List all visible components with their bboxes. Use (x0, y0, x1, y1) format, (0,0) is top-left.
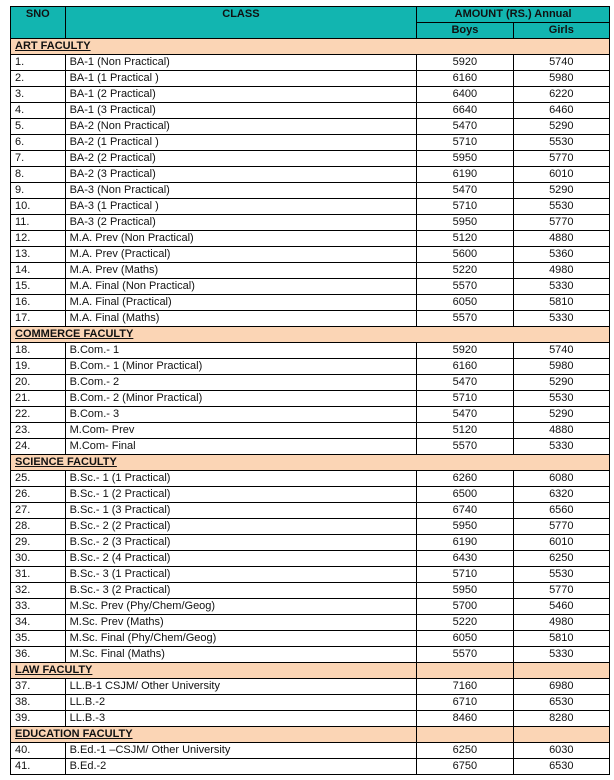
sno-cell: 18. (11, 343, 66, 359)
section-row (11, 727, 610, 743)
class-cell: BA-2 (3 Practical) (65, 167, 417, 183)
class-cell: BA-3 (1 Practical ) (65, 199, 417, 215)
girls-amount: 6010 (513, 535, 609, 551)
girls-amount: 5770 (513, 215, 609, 231)
sno-cell: 34. (11, 615, 66, 631)
girls-amount: 6530 (513, 695, 609, 711)
table-row (11, 247, 610, 263)
girls-amount: 5460 (513, 599, 609, 615)
boys-amount: 6740 (417, 503, 513, 519)
sno-cell: 6. (11, 135, 66, 151)
boys-amount: 6640 (417, 103, 513, 119)
header-boys: Boys (417, 23, 513, 39)
sno-cell: 10. (11, 199, 66, 215)
girls-amount: 5330 (513, 311, 609, 327)
boys-amount: 5570 (417, 439, 513, 455)
class-cell: BA-3 (Non Practical) (65, 183, 417, 199)
sno-cell: 16. (11, 295, 66, 311)
table-row (11, 759, 610, 775)
table-row (11, 711, 610, 727)
girls-amount: 4980 (513, 615, 609, 631)
table-row (11, 183, 610, 199)
sno-cell: 22. (11, 407, 66, 423)
class-cell: B.Com.- 1 (65, 343, 417, 359)
class-cell: B.Ed.-2 (65, 759, 417, 775)
boys-amount: 6190 (417, 167, 513, 183)
class-cell: LL.B-1 CSJM/ Other University (65, 679, 417, 695)
sno-cell: 36. (11, 647, 66, 663)
empty-cell (513, 727, 609, 743)
header-sno: SNO (11, 7, 66, 39)
class-cell: B.Sc.- 2 (4 Practical) (65, 551, 417, 567)
empty-cell (417, 663, 513, 679)
girls-amount: 6080 (513, 471, 609, 487)
sno-cell: 24. (11, 439, 66, 455)
girls-amount: 5360 (513, 247, 609, 263)
girls-amount: 6030 (513, 743, 609, 759)
table-row (11, 167, 610, 183)
sno-cell: 25. (11, 471, 66, 487)
girls-amount: 4980 (513, 263, 609, 279)
girls-amount: 5330 (513, 439, 609, 455)
table-row (11, 471, 610, 487)
girls-amount: 8280 (513, 711, 609, 727)
sno-cell: 1. (11, 55, 66, 71)
girls-amount: 5530 (513, 199, 609, 215)
boys-amount: 6750 (417, 759, 513, 775)
table-row (11, 535, 610, 551)
boys-amount: 5710 (417, 391, 513, 407)
girls-amount: 6250 (513, 551, 609, 567)
boys-amount: 5220 (417, 615, 513, 631)
girls-amount: 5290 (513, 375, 609, 391)
class-cell: M.A. Prev (Non Practical) (65, 231, 417, 247)
class-cell: B.Sc.- 2 (2 Practical) (65, 519, 417, 535)
girls-amount: 6560 (513, 503, 609, 519)
boys-amount: 5950 (417, 519, 513, 535)
section-title-text: EDUCATION FACULTY (15, 728, 133, 740)
boys-amount: 5470 (417, 183, 513, 199)
sno-cell: 13. (11, 247, 66, 263)
class-cell: BA-2 (Non Practical) (65, 119, 417, 135)
class-cell: M.Sc. Final (Maths) (65, 647, 417, 663)
sno-cell: 20. (11, 375, 66, 391)
table-row (11, 487, 610, 503)
class-cell: BA-2 (2 Practical) (65, 151, 417, 167)
section-row (11, 663, 610, 679)
boys-amount: 6250 (417, 743, 513, 759)
girls-amount: 5290 (513, 119, 609, 135)
table-row (11, 55, 610, 71)
boys-amount: 5570 (417, 647, 513, 663)
class-cell: M.A. Final (Maths) (65, 311, 417, 327)
table-row (11, 407, 610, 423)
sno-cell: 31. (11, 567, 66, 583)
sno-cell: 26. (11, 487, 66, 503)
table-row (11, 215, 610, 231)
girls-amount: 5530 (513, 567, 609, 583)
sno-cell: 39. (11, 711, 66, 727)
table-row (11, 87, 610, 103)
sno-cell: 28. (11, 519, 66, 535)
sno-cell: 15. (11, 279, 66, 295)
boys-amount: 5920 (417, 343, 513, 359)
boys-amount: 5470 (417, 119, 513, 135)
class-cell: LL.B.-3 (65, 711, 417, 727)
boys-amount: 6710 (417, 695, 513, 711)
sno-cell: 35. (11, 631, 66, 647)
boys-amount: 5570 (417, 279, 513, 295)
section-title-text: COMMERCE FACULTY (15, 328, 134, 340)
girls-amount: 4880 (513, 231, 609, 247)
class-cell: B.Com.- 2 (65, 375, 417, 391)
girls-amount: 5770 (513, 151, 609, 167)
class-cell: M.Com- Prev (65, 423, 417, 439)
table-row (11, 199, 610, 215)
girls-amount: 5810 (513, 631, 609, 647)
girls-amount: 6010 (513, 167, 609, 183)
boys-amount: 7160 (417, 679, 513, 695)
table-row (11, 519, 610, 535)
table-row (11, 151, 610, 167)
sno-cell: 3. (11, 87, 66, 103)
class-cell: BA-1 (3 Practical) (65, 103, 417, 119)
girls-amount: 6530 (513, 759, 609, 775)
boys-amount: 8460 (417, 711, 513, 727)
table-row (11, 343, 610, 359)
section-row (11, 327, 610, 343)
table-row (11, 375, 610, 391)
class-cell: M.A. Prev (Practical) (65, 247, 417, 263)
sno-cell: 11. (11, 215, 66, 231)
boys-amount: 5470 (417, 375, 513, 391)
class-cell: B.Sc.- 3 (1 Practical) (65, 567, 417, 583)
table-row (11, 231, 610, 247)
girls-amount: 4880 (513, 423, 609, 439)
boys-amount: 5710 (417, 199, 513, 215)
class-cell: M.Com- Final (65, 439, 417, 455)
class-cell: BA-1 (2 Practical) (65, 87, 417, 103)
boys-amount: 5950 (417, 583, 513, 599)
section-title (11, 727, 417, 743)
girls-amount: 5330 (513, 279, 609, 295)
girls-amount: 5770 (513, 519, 609, 535)
girls-amount: 5290 (513, 183, 609, 199)
table-row (11, 743, 610, 759)
section-title (11, 327, 610, 343)
table-row (11, 599, 610, 615)
sno-cell: 38. (11, 695, 66, 711)
boys-amount: 6160 (417, 359, 513, 375)
class-cell: B.Sc.- 2 (3 Practical) (65, 535, 417, 551)
boys-amount: 5920 (417, 55, 513, 71)
sno-cell: 33. (11, 599, 66, 615)
table-row (11, 423, 610, 439)
boys-amount: 5600 (417, 247, 513, 263)
section-title-text: ART FACULTY (15, 40, 91, 52)
sno-cell: 7. (11, 151, 66, 167)
sno-cell: 14. (11, 263, 66, 279)
table-row (11, 551, 610, 567)
table-row (11, 119, 610, 135)
table-row (11, 391, 610, 407)
girls-amount: 6460 (513, 103, 609, 119)
class-cell: BA-1 (1 Practical ) (65, 71, 417, 87)
class-cell: M.Sc. Prev (Maths) (65, 615, 417, 631)
girls-amount: 6320 (513, 487, 609, 503)
girls-amount: 5980 (513, 71, 609, 87)
class-cell: B.Sc.- 1 (1 Practical) (65, 471, 417, 487)
table-row (11, 615, 610, 631)
class-cell: BA-1 (Non Practical) (65, 55, 417, 71)
class-cell: B.Sc.- 1 (2 Practical) (65, 487, 417, 503)
girls-amount: 5530 (513, 391, 609, 407)
boys-amount: 5220 (417, 263, 513, 279)
boys-amount: 6500 (417, 487, 513, 503)
class-cell: B.Sc.- 3 (2 Practical) (65, 583, 417, 599)
sno-cell: 23. (11, 423, 66, 439)
sno-cell: 12. (11, 231, 66, 247)
sno-cell: 41. (11, 759, 66, 775)
sno-cell: 32. (11, 583, 66, 599)
section-row (11, 39, 610, 55)
boys-amount: 5470 (417, 407, 513, 423)
boys-amount: 5120 (417, 423, 513, 439)
sno-cell: 37. (11, 679, 66, 695)
sno-cell: 21. (11, 391, 66, 407)
empty-cell (417, 727, 513, 743)
table-row (11, 647, 610, 663)
class-cell: B.Sc.- 1 (3 Practical) (65, 503, 417, 519)
girls-amount: 5770 (513, 583, 609, 599)
girls-amount: 5980 (513, 359, 609, 375)
section-row (11, 455, 610, 471)
class-cell: LL.B.-2 (65, 695, 417, 711)
table-row (11, 695, 610, 711)
table-row (11, 295, 610, 311)
table-row (11, 567, 610, 583)
boys-amount: 6160 (417, 71, 513, 87)
table-row (11, 263, 610, 279)
class-cell: M.A. Prev (Maths) (65, 263, 417, 279)
class-cell: B.Com.- 1 (Minor Practical) (65, 359, 417, 375)
boys-amount: 5120 (417, 231, 513, 247)
sno-cell: 9. (11, 183, 66, 199)
section-title (11, 663, 417, 679)
boys-amount: 6190 (417, 535, 513, 551)
boys-amount: 5570 (417, 311, 513, 327)
class-cell: BA-3 (2 Practical) (65, 215, 417, 231)
table-row (11, 135, 610, 151)
boys-amount: 6260 (417, 471, 513, 487)
table-row (11, 279, 610, 295)
class-cell: M.A. Final (Practical) (65, 295, 417, 311)
table-row (11, 679, 610, 695)
sno-cell: 2. (11, 71, 66, 87)
table-row (11, 503, 610, 519)
table-row (11, 311, 610, 327)
boys-amount: 5950 (417, 151, 513, 167)
table-row (11, 359, 610, 375)
sno-cell: 17. (11, 311, 66, 327)
boys-amount: 5710 (417, 135, 513, 151)
table-row (11, 583, 610, 599)
boys-amount: 6050 (417, 295, 513, 311)
table-row (11, 103, 610, 119)
table-row (11, 631, 610, 647)
class-cell: B.Ed.-1 –CSJM/ Other University (65, 743, 417, 759)
table-row (11, 439, 610, 455)
class-cell: B.Com.- 2 (Minor Practical) (65, 391, 417, 407)
sno-cell: 4. (11, 103, 66, 119)
girls-amount: 5740 (513, 55, 609, 71)
section-title (11, 455, 610, 471)
section-title (11, 39, 610, 55)
girls-amount: 6220 (513, 87, 609, 103)
sno-cell: 40. (11, 743, 66, 759)
sno-cell: 27. (11, 503, 66, 519)
boys-amount: 6050 (417, 631, 513, 647)
boys-amount: 6430 (417, 551, 513, 567)
header-girls: Girls (513, 23, 609, 39)
girls-amount: 6980 (513, 679, 609, 695)
section-title-text: LAW FACULTY (15, 664, 93, 676)
sno-cell: 5. (11, 119, 66, 135)
class-cell: M.Sc. Prev (Phy/Chem/Geog) (65, 599, 417, 615)
boys-amount: 5950 (417, 215, 513, 231)
girls-amount: 5530 (513, 135, 609, 151)
sno-cell: 8. (11, 167, 66, 183)
boys-amount: 5710 (417, 567, 513, 583)
girls-amount: 5290 (513, 407, 609, 423)
section-title-text: SCIENCE FACULTY (15, 456, 117, 468)
sno-cell: 30. (11, 551, 66, 567)
header-amount: AMOUNT (RS.) Annual (417, 7, 610, 23)
fee-table (10, 6, 610, 775)
girls-amount: 5330 (513, 647, 609, 663)
boys-amount: 6400 (417, 87, 513, 103)
class-cell: BA-2 (1 Practical ) (65, 135, 417, 151)
header-class: CLASS (65, 7, 417, 39)
table-row (11, 71, 610, 87)
boys-amount: 5700 (417, 599, 513, 615)
girls-amount: 5740 (513, 343, 609, 359)
class-cell: B.Com.- 3 (65, 407, 417, 423)
empty-cell (513, 663, 609, 679)
sno-cell: 19. (11, 359, 66, 375)
girls-amount: 5810 (513, 295, 609, 311)
class-cell: M.Sc. Final (Phy/Chem/Geog) (65, 631, 417, 647)
class-cell: M.A. Final (Non Practical) (65, 279, 417, 295)
sno-cell: 29. (11, 535, 66, 551)
